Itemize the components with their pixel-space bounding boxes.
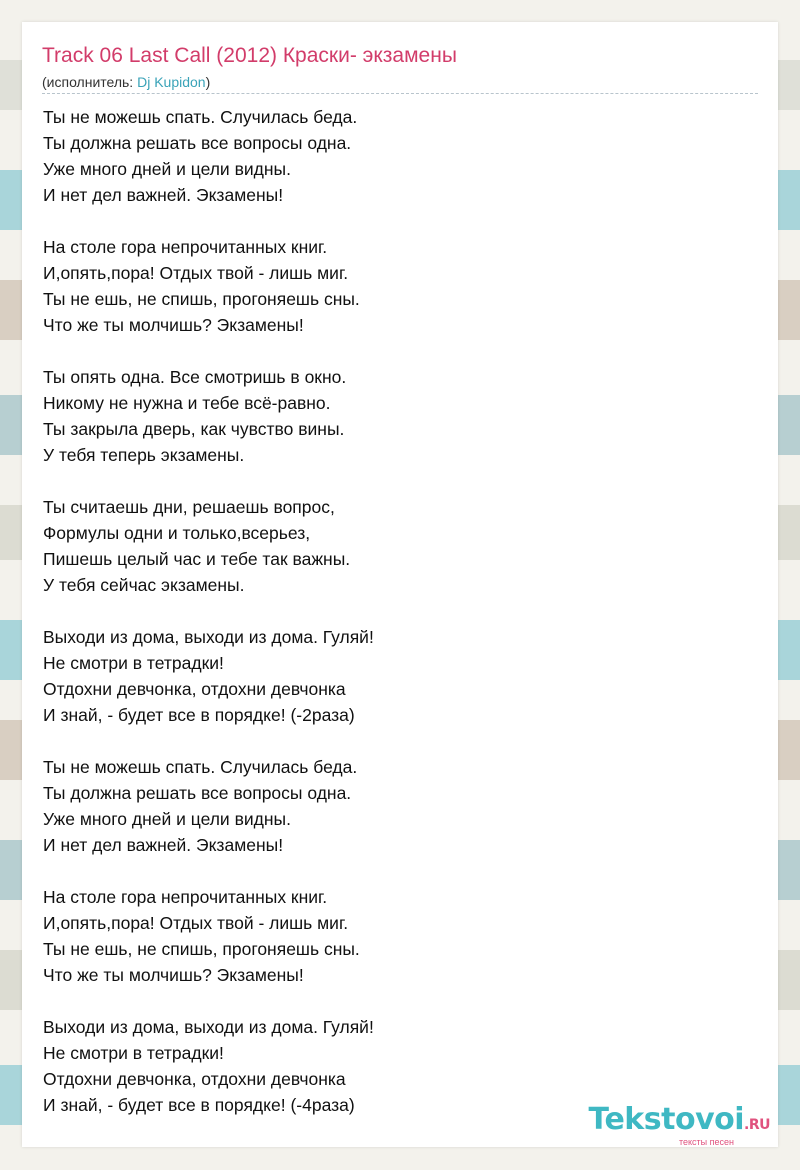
lyric-line: Формулы одни и только,всерьез,	[43, 523, 311, 543]
site-logo[interactable]	[588, 1102, 770, 1147]
lyric-line: Ты закрыла дверь, как чувство вины.	[43, 419, 345, 439]
lyric-line: Что же ты молчишь? Экзамены!	[43, 315, 304, 335]
lyric-line: Никому не нужна и тебе всё-равно.	[43, 393, 331, 413]
stanza	[43, 884, 743, 988]
lyric-line: И нет дел важней. Экзамены!	[43, 185, 284, 205]
lyric-line: Выходи из дома, выходи из дома. Гуляй!	[43, 627, 374, 647]
lyric-line: Не смотри в тетрадки!	[43, 1043, 224, 1063]
stanza	[43, 494, 743, 598]
logo-name: Tekstovoi	[588, 1102, 745, 1137]
artist-link[interactable]: Dj Kupidon	[137, 74, 206, 90]
logo-tagline: тексты песен	[678, 1137, 734, 1147]
logo-wordmark	[588, 1102, 770, 1140]
artist-prefix: (исполнитель:	[42, 74, 138, 90]
lyric-line: Что же ты молчишь? Экзамены!	[43, 965, 304, 985]
lyric-line: У тебя теперь экзамены.	[43, 445, 245, 465]
lyric-line: И знай, - будет все в порядке! (-4раза)	[43, 1095, 355, 1115]
stanza	[43, 234, 743, 338]
lyric-line: На столе гора непрочитанных книг.	[43, 237, 328, 257]
lyric-line: И,опять,пора! Отдых твой - лишь миг.	[43, 913, 349, 933]
lyric-line: Пишешь целый час и тебе так важны.	[43, 549, 351, 569]
lyric-line: Ты не можешь спать. Случилась беда.	[43, 757, 358, 777]
stanza	[43, 754, 743, 858]
lyric-line: Выходи из дома, выходи из дома. Гуляй!	[43, 1017, 374, 1037]
lyric-line: Ты не ешь, не спишь, прогоняешь сны.	[43, 939, 360, 959]
lyric-line: У тебя сейчас экзамены.	[43, 575, 245, 595]
lyric-line: И нет дел важней. Экзамены!	[43, 835, 284, 855]
lyrics-card	[22, 22, 778, 1147]
lyric-line: Отдохни девчонка, отдохни девчонка	[43, 679, 346, 699]
lyric-line: И,опять,пора! Отдых твой - лишь миг.	[43, 263, 349, 283]
lyric-line: Ты не можешь спать. Случилась беда.	[43, 107, 358, 127]
lyric-line: И знай, - будет все в порядке! (-2раза)	[43, 705, 355, 725]
lyric-line: Ты считаешь дни, решаешь вопрос,	[43, 497, 335, 517]
stanza	[43, 624, 743, 728]
stanza	[43, 364, 743, 468]
lyric-line: На столе гора непрочитанных книг.	[43, 887, 328, 907]
artist-suffix: )	[205, 74, 211, 90]
lyric-line: Ты не ешь, не спишь, прогоняешь сны.	[43, 289, 360, 309]
lyric-line: Уже много дней и цели видны.	[43, 159, 291, 179]
lyric-line: Ты должна решать все вопросы одна.	[43, 783, 352, 803]
artist-line	[42, 74, 210, 90]
title-divider	[42, 93, 758, 94]
stanza	[43, 104, 743, 208]
lyrics-body	[43, 104, 743, 1144]
lyric-line: Отдохни девчонка, отдохни девчонка	[43, 1069, 346, 1089]
lyric-line: Уже много дней и цели видны.	[43, 809, 291, 829]
lyric-line: Ты опять одна. Все смотришь в окно.	[43, 367, 347, 387]
logo-tld: .RU	[744, 1117, 770, 1133]
lyric-line: Ты должна решать все вопросы одна.	[43, 133, 352, 153]
song-title: Track 06 Last Call (2012) Краски- экзамены	[42, 44, 457, 67]
lyric-line: Не смотри в тетрадки!	[43, 653, 224, 673]
